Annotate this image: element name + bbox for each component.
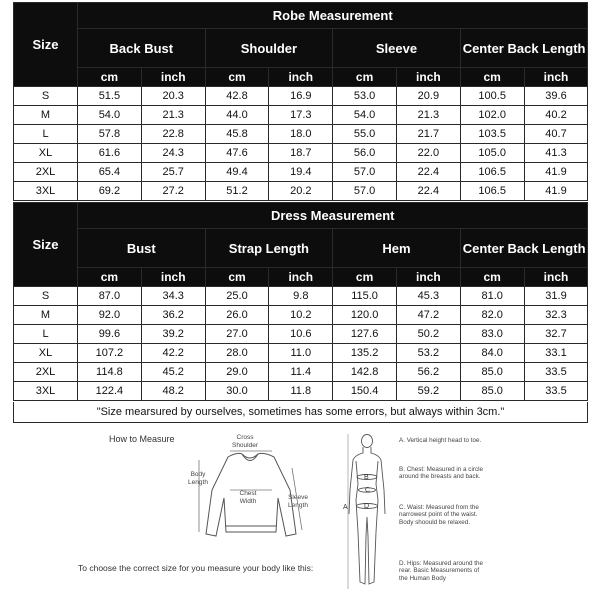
size-cell: 2XL [14,163,78,182]
value-cell: 20.9 [396,87,460,106]
sleeve-length-label: Sleeve Length [288,494,308,509]
value-cell: 20.3 [141,87,205,106]
value-cell: 27.2 [141,182,205,201]
table-row [14,287,588,306]
value-cell: 85.0 [460,363,524,382]
value-cell: 54.0 [333,106,397,125]
value-cell: 56.2 [396,363,460,382]
value-cell: 11.4 [269,363,333,382]
value-cell: 28.0 [205,344,269,363]
unit-header: cm [205,68,269,87]
group-header: Center Back Length [460,229,588,268]
value-cell: 20.2 [269,182,333,201]
size-cell: XL [14,144,78,163]
value-cell: 65.4 [78,163,142,182]
value-cell: 18.7 [269,144,333,163]
value-cell: 85.0 [460,382,524,401]
unit-header: cm [460,268,524,287]
value-cell: 33.5 [524,382,588,401]
value-cell: 57.0 [333,163,397,182]
value-cell: 19.4 [269,163,333,182]
value-cell: 53.0 [333,87,397,106]
robe-measurement-table [13,2,588,201]
unit-header: inch [524,68,588,87]
value-cell: 30.0 [205,382,269,401]
size-cell: S [14,287,78,306]
value-cell: 32.3 [524,306,588,325]
value-cell: 45.8 [205,125,269,144]
body-figure [345,432,390,592]
unit-header: inch [269,68,333,87]
value-cell: 41.9 [524,182,588,201]
table-row [14,344,588,363]
body-length-label: Body Length [188,471,208,486]
value-cell: 11.8 [269,382,333,401]
unit-header: inch [141,268,205,287]
cross-shoulder-label: Cross Shoulder [231,434,259,449]
group-header: Back Bust [78,29,206,68]
value-cell: 127.6 [333,325,397,344]
value-cell: 51.2 [205,182,269,201]
value-cell: 47.2 [396,306,460,325]
unit-header: inch [269,268,333,287]
value-cell: 33.5 [524,363,588,382]
value-cell: 53.2 [396,344,460,363]
group-header: Shoulder [205,29,333,68]
value-cell: 99.6 [78,325,142,344]
table-row [14,106,588,125]
value-cell: 150.4 [333,382,397,401]
value-cell: 31.9 [524,287,588,306]
value-cell: 24.3 [141,144,205,163]
table-row [14,325,588,344]
value-cell: 22.0 [396,144,460,163]
value-cell: 32.7 [524,325,588,344]
value-cell: 115.0 [333,287,397,306]
dress-measurement-table [13,202,588,401]
sweater-diagram [190,440,325,555]
unit-header: cm [205,268,269,287]
value-cell: 10.2 [269,306,333,325]
value-cell: 18.0 [269,125,333,144]
value-cell: 36.2 [141,306,205,325]
dress-title: Dress Measurement [78,203,588,229]
value-cell: 40.7 [524,125,588,144]
value-cell: 25.7 [141,163,205,182]
value-cell: 10.6 [269,325,333,344]
measurement-note: "Size mearsured by ourselves, sometimes has some errors, but always within 3cm." [13,402,588,423]
value-cell: 22.4 [396,163,460,182]
size-cell: 3XL [14,182,78,201]
group-header: Sleeve [333,29,461,68]
how-to-measure-title: How to Measure [109,434,175,444]
size-cell: 3XL [14,382,78,401]
group-header: Center Back Length [460,29,588,68]
value-cell: 135.2 [333,344,397,363]
unit-header: cm [333,268,397,287]
robe-title: Robe Measurement [78,3,588,29]
value-cell: 42.8 [205,87,269,106]
value-cell: 11.0 [269,344,333,363]
value-cell: 29.0 [205,363,269,382]
value-cell: 106.5 [460,182,524,201]
value-cell: 21.7 [396,125,460,144]
table-row [14,87,588,106]
value-cell: 39.6 [524,87,588,106]
letter-c: C [365,487,371,494]
note-chest: B. Chest: Measured in a circle around the breasts and back. [399,466,483,481]
value-cell: 54.0 [78,106,142,125]
value-cell: 17.3 [269,106,333,125]
value-cell: 107.2 [78,344,142,363]
robe-rows [14,87,588,201]
value-cell: 40.2 [524,106,588,125]
value-cell: 49.4 [205,163,269,182]
unit-header: cm [78,68,142,87]
note-height: A. Vertical height head to toe. [399,437,482,444]
value-cell: 83.0 [460,325,524,344]
size-cell: M [14,306,78,325]
unit-header: inch [396,268,460,287]
value-cell: 51.5 [78,87,142,106]
letter-d: D [364,503,370,510]
size-cell: L [14,325,78,344]
unit-header: inch [141,68,205,87]
unit-header: cm [333,68,397,87]
dress-rows [14,287,588,401]
value-cell: 48.2 [141,382,205,401]
value-cell: 47.6 [205,144,269,163]
value-cell: 41.3 [524,144,588,163]
value-cell: 87.0 [78,287,142,306]
value-cell: 25.0 [205,287,269,306]
value-cell: 33.1 [524,344,588,363]
value-cell: 82.0 [460,306,524,325]
value-cell: 57.0 [333,182,397,201]
value-cell: 39.2 [141,325,205,344]
value-cell: 9.8 [269,287,333,306]
value-cell: 114.8 [78,363,142,382]
value-cell: 120.0 [333,306,397,325]
value-cell: 81.0 [460,287,524,306]
table-row [14,125,588,144]
unit-header: cm [78,268,142,287]
value-cell: 22.8 [141,125,205,144]
group-header: Hem [333,229,461,268]
value-cell: 21.3 [396,106,460,125]
table-row [14,182,588,201]
value-cell: 102.0 [460,106,524,125]
table-row [14,382,588,401]
value-cell: 42.2 [141,344,205,363]
table-row [14,363,588,382]
value-cell: 92.0 [78,306,142,325]
letter-a: A [343,504,348,511]
size-header: Size [14,203,78,287]
unit-header: cm [460,68,524,87]
size-cell: S [14,87,78,106]
value-cell: 27.0 [205,325,269,344]
chest-width-label: Chest Width [239,490,257,505]
size-cell: 2XL [14,363,78,382]
note-waist: C. Waist: Measured from the narrowest point of the waist. Body shoould be relaxed. [399,504,479,526]
table-row [14,144,588,163]
note-hips: D. Hips: Measured around the rear. Basic Measurements of the Human Body [399,560,484,582]
value-cell: 41.9 [524,163,588,182]
size-cell: L [14,125,78,144]
value-cell: 22.4 [396,182,460,201]
value-cell: 84.0 [460,344,524,363]
value-cell: 56.0 [333,144,397,163]
value-cell: 142.8 [333,363,397,382]
value-cell: 105.0 [460,144,524,163]
group-header: Strap Length [205,229,333,268]
unit-header: inch [524,268,588,287]
value-cell: 103.5 [460,125,524,144]
value-cell: 44.0 [205,106,269,125]
letter-b: B [364,474,369,481]
value-cell: 50.2 [396,325,460,344]
table-row [14,306,588,325]
value-cell: 16.9 [269,87,333,106]
value-cell: 45.3 [396,287,460,306]
value-cell: 100.5 [460,87,524,106]
footer-instruction: To choose the correct size for you measure your body like this: [78,563,314,573]
value-cell: 45.2 [141,363,205,382]
size-cell: XL [14,344,78,363]
value-cell: 106.5 [460,163,524,182]
value-cell: 21.3 [141,106,205,125]
value-cell: 69.2 [78,182,142,201]
unit-header: inch [396,68,460,87]
size-cell: M [14,106,78,125]
value-cell: 61.6 [78,144,142,163]
table-row [14,163,588,182]
value-cell: 59.2 [396,382,460,401]
group-header: Bust [78,229,206,268]
value-cell: 26.0 [205,306,269,325]
value-cell: 55.0 [333,125,397,144]
value-cell: 57.8 [78,125,142,144]
value-cell: 122.4 [78,382,142,401]
value-cell: 34.3 [141,287,205,306]
size-header: Size [14,3,78,87]
